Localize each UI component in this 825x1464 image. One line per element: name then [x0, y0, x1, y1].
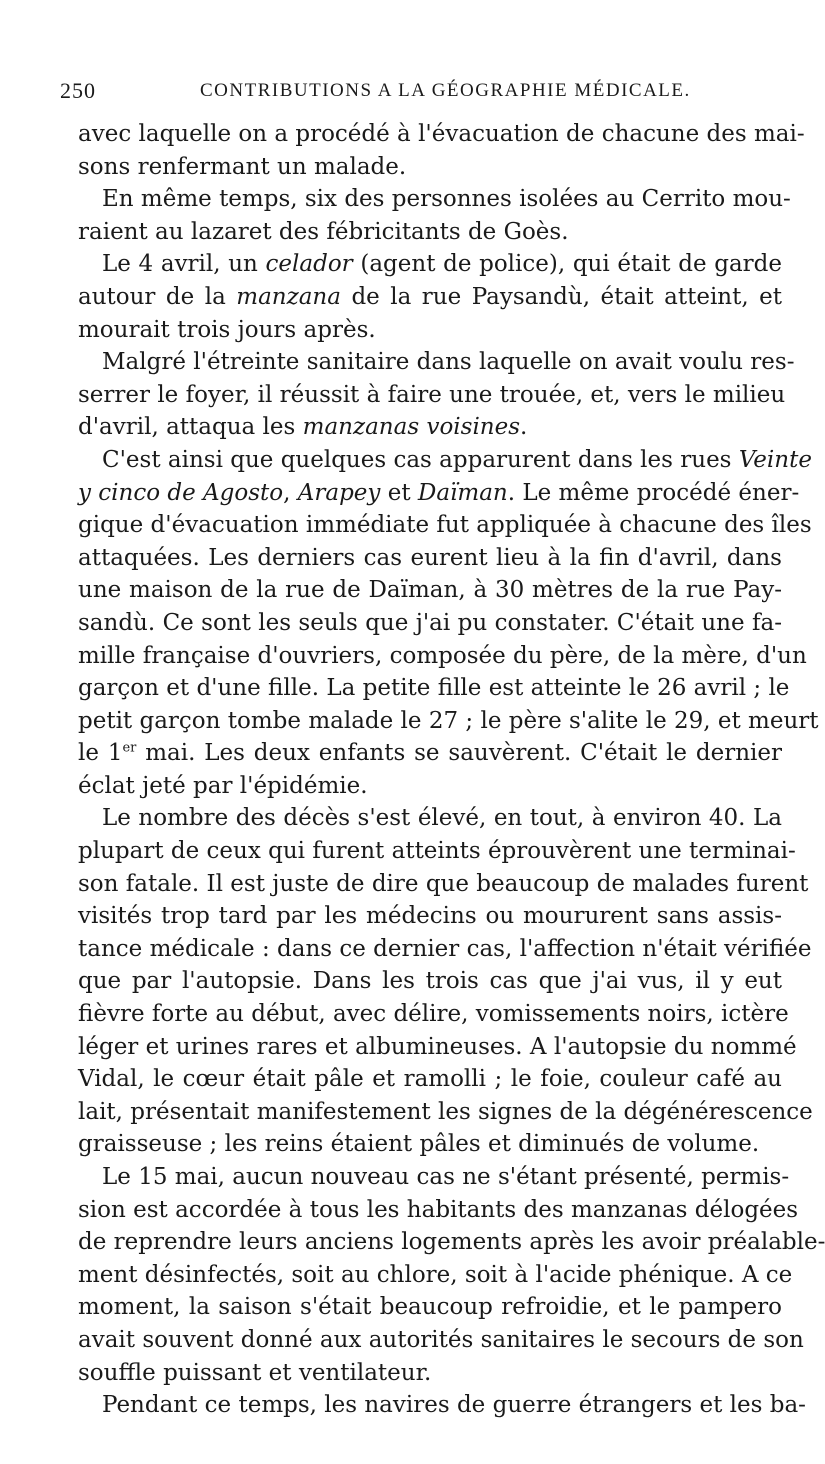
text-line	[78, 346, 795, 379]
text-segment: que par l'autopsie. Dans les trois cas que j'ai vus, il y eut	[78, 968, 782, 995]
text-segment: d'avril, attaqua les	[78, 414, 303, 441]
text-line	[78, 151, 782, 184]
text-segment: léger et urines rares et albumineuses. A l'autopsie du nommé	[78, 1033, 797, 1060]
text-segment: son fatale. Il est juste de dire que beaucoup de malades furent	[78, 870, 809, 897]
running-head: CONTRIBUTIONS A LA GÉOGRAPHIE MÉDICALE.	[200, 80, 691, 101]
text-segment: graisseuse ; les reins étaient pâles et diminués de volume.	[78, 1131, 760, 1158]
text-line	[78, 965, 782, 998]
text-segment: C'est ainsi que quelques cas apparurent dans les rues	[102, 446, 739, 473]
text-segment: fièvre forte au début, avec délire, vomissements noirs, ictère	[78, 1001, 789, 1028]
text-line	[78, 607, 782, 640]
text-segment: autour de la	[78, 283, 237, 310]
italic-text-segment: Daïman	[417, 479, 508, 506]
text-line	[78, 1194, 799, 1227]
text-segment: En même temps, six des personnes isolées au Cerrito mou-	[102, 186, 791, 213]
text-line	[78, 900, 782, 933]
text-segment: éclat jeté par l'épidémie.	[78, 772, 368, 799]
page-header	[60, 78, 760, 108]
text-line	[78, 737, 782, 770]
text-line	[78, 835, 796, 868]
text-line	[78, 640, 807, 673]
text-segment: serrer le foyer, il réussit à faire une trouée, et, vers le milieu	[78, 381, 786, 408]
text-line	[78, 705, 819, 738]
text-segment: Vidal, le cœur était pâle et ramolli ; le foie, couleur café au	[78, 1066, 782, 1093]
text-line	[78, 542, 782, 575]
text-segment: une maison de la rue de Daïman, à 30 mètres de la rue Pay-	[78, 577, 782, 604]
italic-text-segment: celador	[265, 251, 353, 278]
text-segment: petit garçon tombe malade le 27 ; le père s'alite le 29, et meurt	[78, 707, 819, 734]
page-number: 250	[60, 78, 96, 103]
text-line	[78, 1226, 825, 1259]
text-segment: tance médicale : dans ce dernier cas, l'affection n'était vérifiée	[78, 935, 812, 962]
text-segment: sion est accordée à tous les habitants des manzanas délogées	[78, 1196, 799, 1223]
text-line	[78, 216, 782, 249]
text-segment: gique d'évacuation immédiate fut appliquée à chacune des îles	[78, 512, 812, 539]
text-segment: Le nombre des décès s'est élevé, en tout, à environ 40. La	[102, 805, 782, 832]
text-line	[78, 379, 786, 412]
text-segment: Malgré l'étreinte sanitaire dans laquelle on avait voulu res-	[102, 349, 795, 376]
text-segment: raient au lazaret des fébricitants de Goès.	[78, 218, 569, 245]
text-segment: de reprendre leurs anciens logements après les avoir préalable-	[78, 1229, 825, 1256]
text-line	[78, 509, 812, 542]
text-segment: ment désinfectés, soit au chlore, soit à l'acide phénique. A ce	[78, 1261, 793, 1288]
text-line	[78, 1128, 782, 1161]
text-segment: et	[380, 479, 418, 506]
text-segment: . Le même procédé éner-	[507, 479, 800, 506]
italic-text-segment: Veinte	[738, 446, 812, 473]
text-segment: plupart de ceux qui furent atteints éprouvèrent une terminai-	[78, 838, 796, 865]
text-segment: ,	[283, 479, 298, 506]
text-segment: visités trop tard par les médecins ou moururent sans assis-	[78, 903, 782, 930]
text-line	[78, 1389, 806, 1422]
italic-text-segment: manzana	[236, 283, 341, 310]
text-line	[78, 314, 782, 347]
text-segment: avec laquelle on a procédé à l'évacuation de chacune des mai-	[78, 121, 805, 147]
text-segment: Le 4 avril, un	[102, 251, 266, 278]
text-line	[78, 1063, 782, 1096]
body-text	[78, 118, 825, 1422]
text-line	[78, 183, 791, 216]
text-segment: attaquées. Les derniers cas eurent lieu à la fin d'avril, dans	[78, 544, 782, 571]
text-segment: Le 15 mai, aucun nouveau cas ne s'étant présenté, permis-	[102, 1164, 790, 1190]
text-segment: Pendant ce temps, les navires de guerre étrangers et les ba-	[102, 1392, 806, 1419]
text-segment: mille française d'ouvriers, composée du père, de la mère, d'un	[78, 642, 807, 669]
text-line	[78, 802, 782, 835]
text-line	[78, 574, 782, 607]
text-line	[78, 118, 805, 151]
text-line	[78, 998, 789, 1031]
text-line	[78, 281, 782, 314]
text-line	[78, 770, 782, 803]
text-segment: avait souvent donné aux autorités sanitaires le secours de son	[78, 1326, 804, 1353]
text-line	[78, 868, 809, 901]
text-line	[78, 1031, 797, 1064]
text-line	[78, 477, 800, 510]
text-segment: .	[520, 414, 528, 441]
italic-text-segment: y cinco de Agosto	[78, 479, 284, 506]
text-line	[78, 1259, 793, 1292]
text-line	[78, 1291, 782, 1324]
text-line	[78, 672, 790, 705]
text-segment: de la rue Paysandù, était atteint, et	[340, 283, 783, 310]
text-line	[78, 1324, 804, 1357]
superscript-text: er	[122, 740, 137, 756]
text-line	[78, 444, 812, 477]
text-line	[78, 933, 812, 966]
text-line	[78, 248, 782, 281]
italic-text-segment: Arapey	[297, 479, 381, 506]
text-segment: lait, présentait manifestement les signes de la dégénérescence	[78, 1098, 813, 1125]
italic-text-segment: manzanas voisines	[302, 414, 521, 441]
text-line	[78, 1096, 813, 1129]
text-segment: sons renfermant un malade.	[78, 153, 407, 180]
text-segment: garçon et d'une fille. La petite fille est atteinte le 26 avril ; le	[78, 675, 790, 702]
text-segment: (agent de police), qui était de garde	[352, 251, 782, 278]
text-segment: sandù. Ce sont les seuls que j'ai pu constater. C'était une fa-	[78, 609, 782, 636]
text-segment: moment, la saison s'était beaucoup refroidie, et le pampero	[78, 1294, 782, 1321]
text-line	[78, 411, 782, 444]
text-line	[78, 1161, 790, 1194]
text-segment: souffle puissant et ventilateur.	[78, 1359, 432, 1386]
text-segment: mai. Les deux enfants se sauvèrent. C'était le dernier	[136, 740, 782, 767]
text-segment: le 1	[78, 740, 123, 767]
text-line	[78, 1357, 782, 1390]
text-segment: mourait trois jours après.	[78, 316, 376, 343]
